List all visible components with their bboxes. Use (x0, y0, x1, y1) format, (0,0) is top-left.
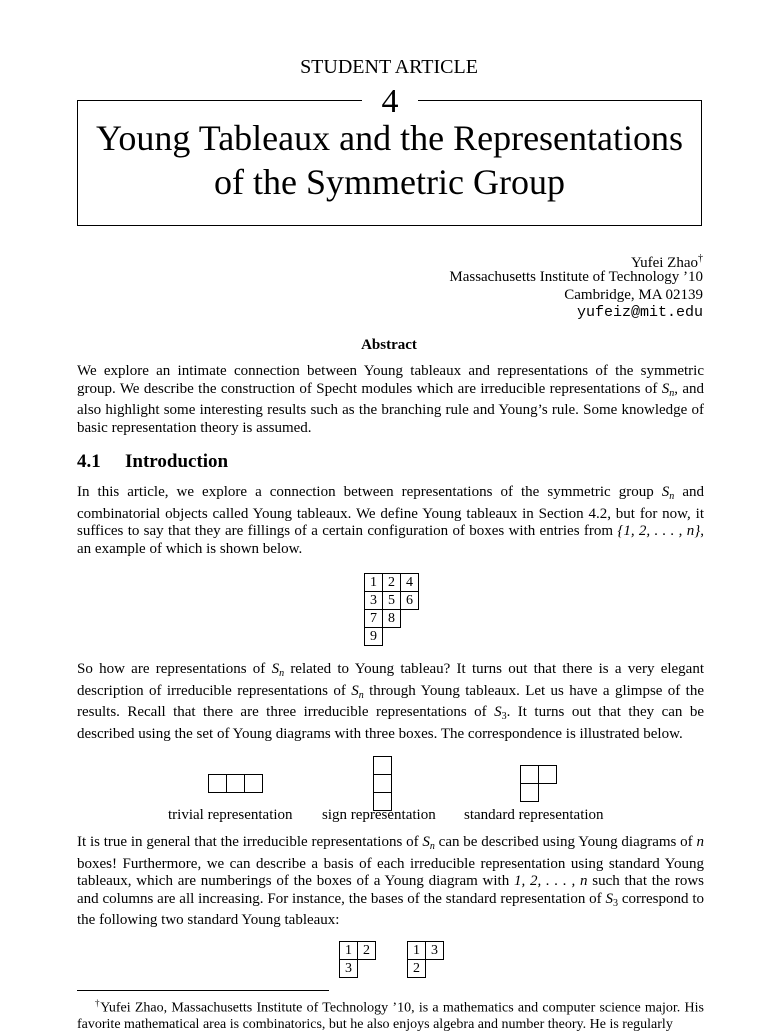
tableau-cell: 3 (426, 942, 444, 960)
tableau-empty (401, 628, 419, 646)
young-tableau-example (364, 573, 419, 646)
tableau-cell: 1 (408, 942, 426, 960)
diagram-box (227, 775, 245, 793)
math-sn: $S_n$ (271, 661, 285, 679)
young-diagram-trivial (208, 774, 263, 793)
diagram-box (521, 784, 539, 802)
abstract-text-part1: We explore an intimate connection between Young tableaux and representations of the symmetric group. We describe the construction of Specht modules which are irreducible representations of (77, 363, 704, 397)
article-kicker: STUDENT ARTICLE (300, 56, 478, 78)
footnote-rule (77, 990, 329, 991)
chapter-title-line2: of the Symmetric Group (214, 162, 565, 202)
math-s3: $S_3$ (605, 890, 619, 909)
section-heading (77, 451, 228, 473)
tableau-empty (358, 960, 376, 978)
tableau-cell: 1 (365, 574, 383, 592)
author-email[interactable]: yufeiz@mit.edu (576, 304, 703, 321)
diagram-box (521, 766, 539, 784)
abstract-heading: Abstract (361, 337, 417, 353)
tableau-empty (426, 960, 444, 978)
author-name-text: Yufei Zhao (630, 255, 698, 271)
tableau-row (365, 574, 419, 592)
section-title: Introduction (125, 451, 229, 472)
tableau-cell: 5 (383, 592, 401, 610)
author-location: Cambridge, MA 02139 (564, 287, 703, 303)
young-diagram-standard (520, 765, 557, 802)
footnote-text: Yufei Zhao, Massachusetts Institute of Technology ’10, is a mathematics and computer science major. His favorite mathematical area is combinatorics, but he also enjoys algebra and number theory. He is regularly (77, 1000, 705, 1033)
tableau-cell: 2 (408, 960, 426, 978)
trivial-representation-label: trivial representation (168, 807, 293, 823)
intro-paragraph: In this article, we explore a connection between representations of the symmetric group $S_n$ and combinatorial objects called Young tableaux. We define Young tableaux in Section 4.2, but for now, it suffices to say that they are fillings of a certain configuration of boxes with entries from {1, 2, . . . , n}, an example of which is shown below. (77, 484, 705, 557)
tableau-cell: 4 (401, 574, 419, 592)
footnote (77, 995, 704, 1034)
basis-paragraph: It is true in general that the irreducible representations of $S_n$ can be described using Young diagrams of n boxes! Furthermore, we can describe a basis of each irreducible representation using standard Young tableaux, which are numberings of the boxes of a Young diagram with 1, 2, . . . , n such that the rows and columns are all increasing. For instance, the bases of the standard representation of $S_3$ correspond to the following two standard Young tableaux: (77, 834, 704, 929)
math-sn: $S_n$ (351, 682, 364, 701)
diagram-empty (539, 784, 557, 802)
diagram-box (209, 775, 227, 793)
tableau-cell: 7 (365, 610, 383, 628)
tableau-cell: 3 (340, 960, 358, 978)
section-number: 4.1 (77, 451, 101, 472)
abstract-text (77, 363, 704, 437)
math-set: {1, 2, . . . , n} (617, 523, 701, 540)
standard-tableau-1 (339, 941, 376, 978)
math-sn: $S_n$ (422, 834, 435, 852)
tableau-cell: 3 (365, 592, 383, 610)
math-sn: $S_n$ (661, 484, 675, 502)
chapter-title-line1: Young Tableaux and the Representations (95, 118, 684, 158)
tableau-cell: 2 (383, 574, 401, 592)
tableau-cell: 2 (358, 942, 376, 960)
abstract-text-part2: , and also highlight some interesting results such as the branching rule and Young’s rule. Some knowledge of basic representation theory is assumed. (77, 380, 704, 436)
math-s3: $S_3$ (494, 704, 507, 723)
tableau-cell: 9 (365, 628, 383, 646)
standard-representation-label: standard representation (464, 807, 604, 823)
sign-representation-label: sign representation (322, 807, 436, 823)
representation-paragraph: So how are representations of $S_n$ related to Young tableau? It turns out that there is a very elegant description of irreducible representations of $S_n$ through Young tableaux. Let us have a glimpse of the results. Recall that there are three irreducible representations of $S_3$. It turns out that they can be described using the set of Young diagrams with three boxes. The correspondence is illustrated below. (77, 661, 705, 742)
tableau-cell: 1 (340, 942, 358, 960)
author-affiliation: Massachusetts Institute of Technology ’10 (449, 269, 703, 285)
tableau-row (365, 628, 419, 646)
standard-tableau-2 (407, 941, 444, 978)
diagram-box (539, 766, 557, 784)
chapter-number: 4 (362, 82, 418, 122)
diagram-box (374, 757, 392, 775)
tableau-cell: 6 (401, 592, 419, 610)
tableau-cell: 8 (383, 610, 401, 628)
tableau-empty (401, 610, 419, 628)
math-list: 1, 2, . . . , n (513, 873, 588, 890)
tableau-row (365, 592, 419, 610)
diagram-box (374, 775, 392, 793)
young-diagram-sign (373, 756, 392, 811)
math-sn: $S_n$ (661, 380, 675, 399)
diagram-box (245, 775, 263, 793)
tableau-row (365, 610, 419, 628)
chapter-title (77, 116, 702, 204)
author-footnote-mark: † (698, 253, 703, 264)
tableau-empty (383, 628, 401, 646)
footnote-mark: † (95, 998, 101, 1008)
math-n: n (696, 834, 704, 850)
